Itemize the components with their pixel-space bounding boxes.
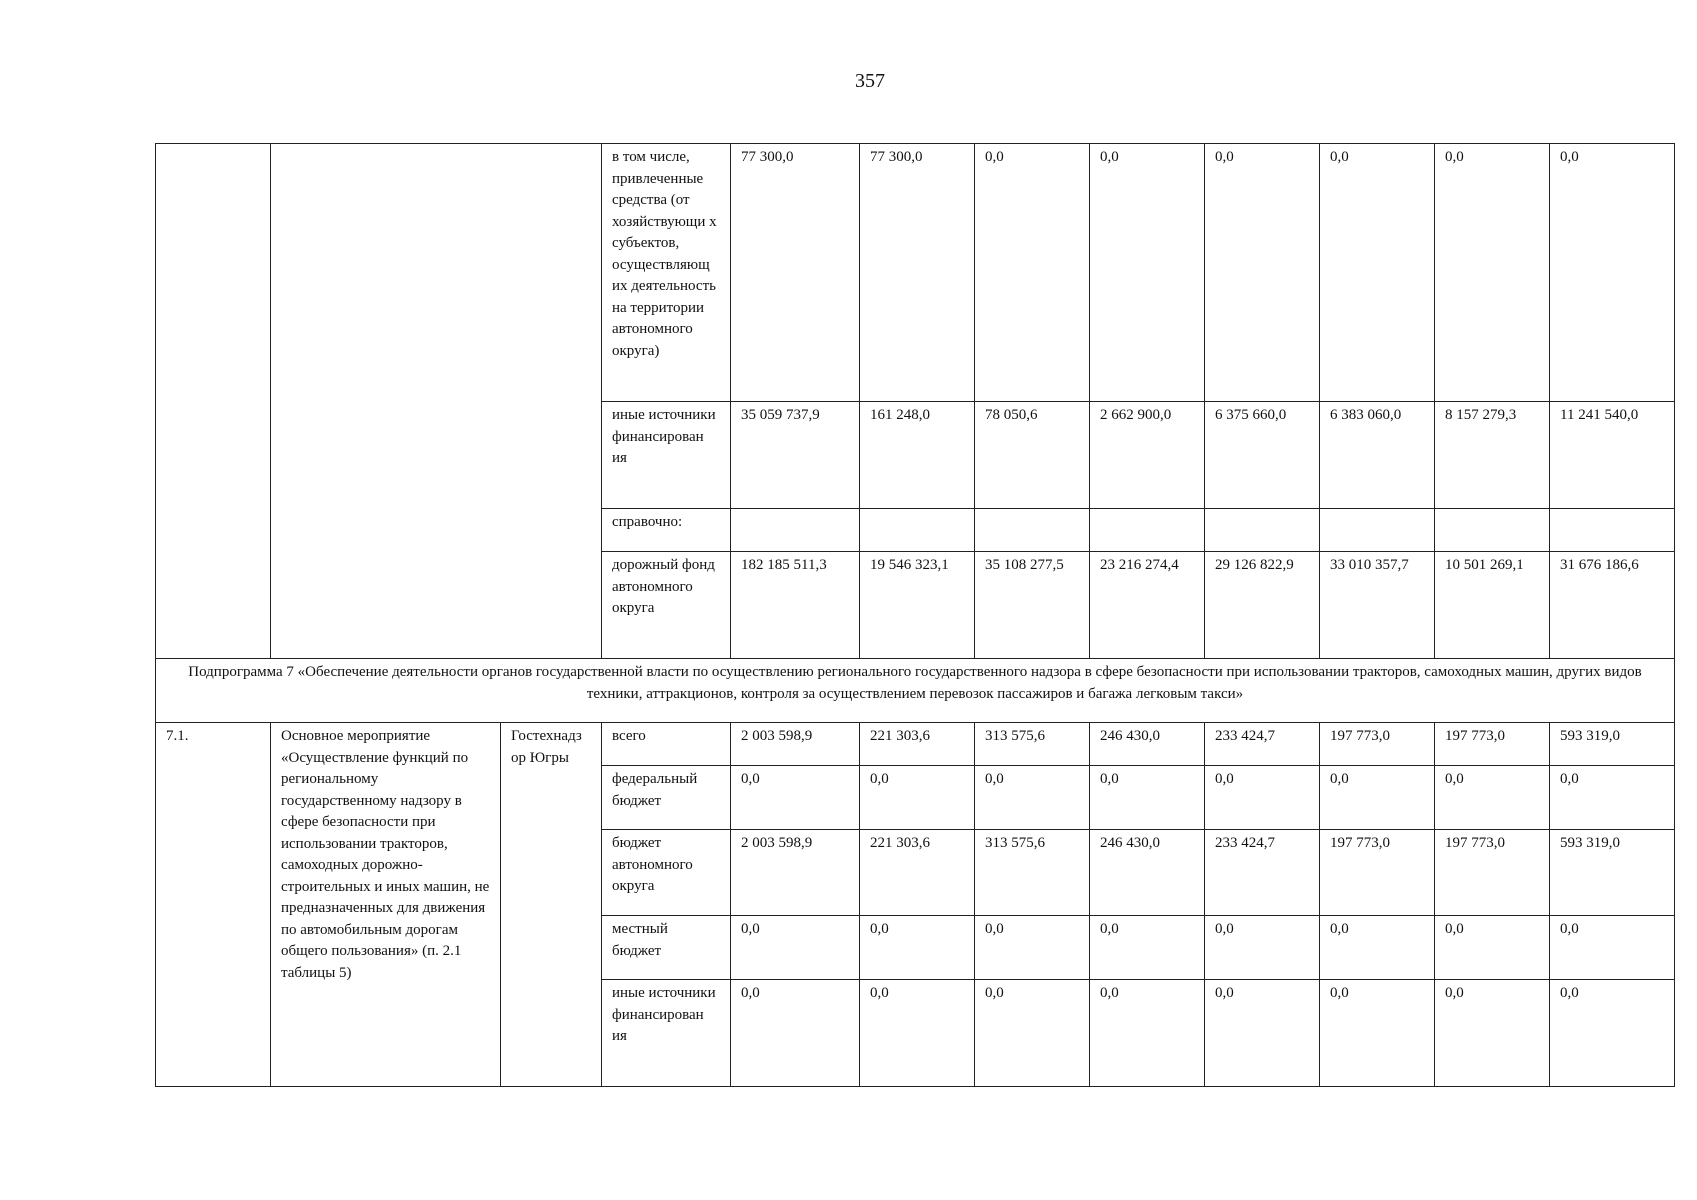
value-cell: 0,0 bbox=[731, 980, 860, 1087]
value-cell: 0,0 bbox=[1435, 766, 1550, 830]
value-cell: 0,0 bbox=[1090, 980, 1205, 1087]
value-cell: 0,0 bbox=[731, 766, 860, 830]
value-cell: 593 319,0 bbox=[1550, 723, 1675, 766]
value-cell: 0,0 bbox=[731, 916, 860, 980]
value-cell: 0,0 bbox=[1550, 144, 1675, 402]
source-cell: иные источники финансирован ия bbox=[602, 402, 731, 509]
value-cell: 29 126 822,9 bbox=[1205, 552, 1320, 659]
value-cell: 0,0 bbox=[1090, 916, 1205, 980]
value-cell: 2 662 900,0 bbox=[1090, 402, 1205, 509]
value-cell bbox=[1550, 509, 1675, 552]
source-cell: бюджет автономного округа bbox=[602, 830, 731, 916]
value-cell bbox=[1090, 509, 1205, 552]
value-cell: 221 303,6 bbox=[860, 830, 975, 916]
value-cell bbox=[1435, 509, 1550, 552]
funding-table bbox=[155, 143, 1675, 1087]
value-cell bbox=[1320, 509, 1435, 552]
value-cell: 0,0 bbox=[1320, 980, 1435, 1087]
value-cell: 0,0 bbox=[1205, 766, 1320, 830]
value-cell: 8 157 279,3 bbox=[1435, 402, 1550, 509]
source-cell: иные источники финансирован ия bbox=[602, 980, 731, 1087]
value-cell: 161 248,0 bbox=[860, 402, 975, 509]
value-cell: 233 424,7 bbox=[1205, 723, 1320, 766]
value-cell: 0,0 bbox=[1320, 766, 1435, 830]
empty-measure-cell bbox=[271, 144, 602, 659]
value-cell: 0,0 bbox=[1550, 766, 1675, 830]
value-cell bbox=[860, 509, 975, 552]
value-cell: 35 059 737,9 bbox=[731, 402, 860, 509]
value-cell bbox=[975, 509, 1090, 552]
value-cell: 0,0 bbox=[1435, 980, 1550, 1087]
source-cell: федеральный бюджет bbox=[602, 766, 731, 830]
value-cell: 6 375 660,0 bbox=[1205, 402, 1320, 509]
value-cell: 221 303,6 bbox=[860, 723, 975, 766]
value-cell: 0,0 bbox=[1205, 980, 1320, 1087]
source-cell: дорожный фонд автономного округа bbox=[602, 552, 731, 659]
value-cell: 11 241 540,0 bbox=[1550, 402, 1675, 509]
table-row bbox=[156, 144, 1675, 402]
table-row bbox=[156, 723, 1675, 766]
value-cell: 0,0 bbox=[1205, 916, 1320, 980]
subprogram-title: Подпрограмма 7 «Обеспечение деятельности органов государственной власти по осуществлению регионального государственного надзора в сфере безопасности при использовании тракторов, самоходных машин, других видов техники, аттракционов, контроля за осуществлением перевозок пассажиров и багажа легковым такси» bbox=[156, 659, 1675, 723]
value-cell: 33 010 357,7 bbox=[1320, 552, 1435, 659]
value-cell: 0,0 bbox=[860, 766, 975, 830]
value-cell: 246 430,0 bbox=[1090, 830, 1205, 916]
value-cell: 77 300,0 bbox=[860, 144, 975, 402]
value-cell: 0,0 bbox=[1205, 144, 1320, 402]
value-cell: 2 003 598,9 bbox=[731, 830, 860, 916]
table-row bbox=[156, 659, 1675, 723]
value-cell: 0,0 bbox=[860, 916, 975, 980]
value-cell: 182 185 511,3 bbox=[731, 552, 860, 659]
value-cell: 233 424,7 bbox=[1205, 830, 1320, 916]
source-cell: всего bbox=[602, 723, 731, 766]
value-cell: 19 546 323,1 bbox=[860, 552, 975, 659]
value-cell: 197 773,0 bbox=[1435, 830, 1550, 916]
value-cell: 0,0 bbox=[1550, 980, 1675, 1087]
value-cell: 0,0 bbox=[975, 766, 1090, 830]
value-cell: 0,0 bbox=[975, 980, 1090, 1087]
empty-number-cell bbox=[156, 144, 271, 659]
value-cell: 246 430,0 bbox=[1090, 723, 1205, 766]
value-cell: 0,0 bbox=[1090, 144, 1205, 402]
value-cell: 0,0 bbox=[1435, 916, 1550, 980]
value-cell: 31 676 186,6 bbox=[1550, 552, 1675, 659]
value-cell: 77 300,0 bbox=[731, 144, 860, 402]
value-cell: 10 501 269,1 bbox=[1435, 552, 1550, 659]
value-cell: 593 319,0 bbox=[1550, 830, 1675, 916]
source-cell: справочно: bbox=[602, 509, 731, 552]
value-cell: 0,0 bbox=[860, 980, 975, 1087]
source-cell: местный бюджет bbox=[602, 916, 731, 980]
value-cell: 23 216 274,4 bbox=[1090, 552, 1205, 659]
measure-number: 7.1. bbox=[156, 723, 271, 1087]
value-cell bbox=[1205, 509, 1320, 552]
value-cell: 313 575,6 bbox=[975, 723, 1090, 766]
value-cell: 0,0 bbox=[975, 144, 1090, 402]
value-cell: 197 773,0 bbox=[1435, 723, 1550, 766]
value-cell: 35 108 277,5 bbox=[975, 552, 1090, 659]
measure-executor: Гостехнадз ор Югры bbox=[501, 723, 602, 1087]
value-cell: 0,0 bbox=[1550, 916, 1675, 980]
source-cell: в том числе, привлеченные средства (от хозяйствующи х субъектов, осуществляющ их деятельность на территории автономного округа) bbox=[602, 144, 731, 402]
value-cell: 0,0 bbox=[975, 916, 1090, 980]
value-cell: 0,0 bbox=[1090, 766, 1205, 830]
value-cell: 6 383 060,0 bbox=[1320, 402, 1435, 509]
page-number: 357 bbox=[855, 70, 885, 92]
value-cell: 0,0 bbox=[1320, 144, 1435, 402]
value-cell: 197 773,0 bbox=[1320, 830, 1435, 916]
value-cell: 313 575,6 bbox=[975, 830, 1090, 916]
value-cell: 78 050,6 bbox=[975, 402, 1090, 509]
value-cell: 2 003 598,9 bbox=[731, 723, 860, 766]
measure-name: Основное мероприятие «Осуществление функций по региональному государственному надзору в сфере безопасности при использовании тракторов, самоходных дорожно-строительных и иных машин, не предназначенных для движения по автомобильным дорогам общего пользования» (п. 2.1 таблицы 5) bbox=[271, 723, 501, 1087]
value-cell: 0,0 bbox=[1320, 916, 1435, 980]
value-cell: 0,0 bbox=[1435, 144, 1550, 402]
value-cell bbox=[731, 509, 860, 552]
value-cell: 197 773,0 bbox=[1320, 723, 1435, 766]
